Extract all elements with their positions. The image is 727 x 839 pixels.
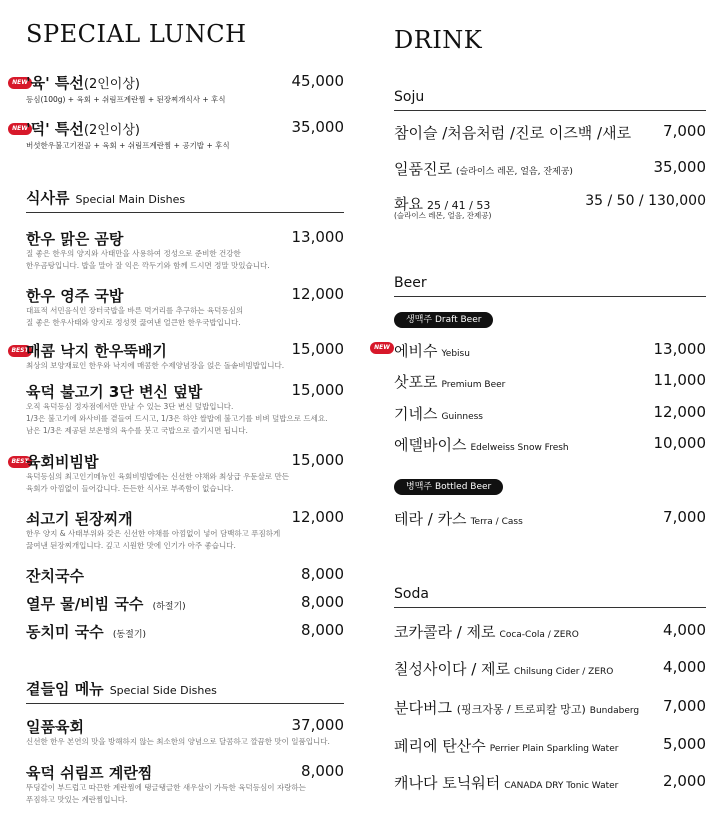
section-header-soju	[394, 86, 706, 105]
menu-item-deok-special	[26, 118, 344, 154]
item-price: 7,000	[663, 697, 706, 715]
item-name: '육' 특선	[26, 74, 84, 92]
item-price: 2,000	[663, 772, 706, 790]
section-divider	[394, 607, 706, 608]
new-badge: NEW	[8, 77, 32, 89]
drink-item	[394, 434, 706, 456]
item-name: 육덕 쉬림프 계란찜	[26, 764, 153, 782]
item-name: 한우 영주 국밥	[26, 287, 124, 305]
item-en: Bundaberg	[589, 706, 640, 716]
right-column	[374, 0, 706, 839]
item-name: 매콤 낙지 한우뚝배기	[26, 342, 167, 360]
item-desc: 끓여낸 된장찌개입니다. 깊고 시원한 맛에 인기가 아주 좋습니다.	[26, 541, 236, 550]
section-title: Soju	[394, 89, 425, 105]
item-name: 칠성사이다 / 제로	[394, 660, 511, 678]
drink-item	[394, 371, 706, 393]
item-price: 35,000	[291, 118, 344, 136]
best-badge: BEST	[8, 456, 32, 468]
item-price: 15,000	[291, 451, 344, 469]
item-price: 4,000	[663, 658, 706, 676]
item-price: 13,000	[653, 340, 706, 358]
drink-item	[394, 658, 706, 680]
item-price: 5,000	[663, 735, 706, 753]
item-name: 코카콜라 / 제로	[394, 623, 496, 641]
item-sub: (2인이상)	[83, 123, 140, 138]
section-title-en: Special Side Dishes	[109, 684, 217, 697]
item-name: 페리에 탄산수	[394, 737, 486, 755]
drink-item	[394, 193, 706, 225]
new-badge: NEW	[370, 342, 394, 354]
item-en: Edelweiss Snow Fresh	[470, 443, 569, 453]
section-title-ko: 곁들임 메뉴	[26, 680, 104, 698]
item-name: 한우 맑은 곰탕	[26, 230, 124, 248]
menu-item	[26, 621, 344, 641]
menu-item	[26, 716, 344, 752]
drink-item	[394, 508, 706, 530]
item-price: 12,000	[291, 508, 344, 526]
menu-item	[26, 340, 344, 376]
drink-item	[394, 621, 706, 643]
item-desc: 육덕등심의 최고인기메뉴인 육회비빔밥에는 신선한 야채와 최상급 우둔살로 만든	[26, 472, 290, 481]
new-badge: NEW	[8, 123, 32, 135]
item-flavor: (핑크자몽 / 트로피칼 망고)	[456, 703, 586, 716]
item-name: 열무 물/비빔 국수	[26, 595, 144, 613]
item-name: 기네스	[394, 405, 438, 423]
menu-item	[26, 451, 344, 499]
menu-item	[26, 762, 344, 810]
item-name: 에델바이스	[394, 436, 467, 454]
section-divider	[26, 212, 344, 213]
item-name: 참이슬 /처음처럼 /진로 이즈백 /새로	[394, 124, 632, 142]
item-en: Chilsung Cider / ZERO	[514, 667, 614, 677]
item-price: 8,000	[301, 762, 344, 780]
item-price: 11,000	[653, 371, 706, 389]
item-desc: 한우 양지 & 사태부위와 갖은 신선한 야채를 아낌없이 넣어 담백하고 푸짐하게	[26, 529, 281, 538]
item-name: 테라 / 카스	[394, 510, 467, 528]
item-price: 8,000	[301, 621, 344, 639]
drink-item	[394, 697, 706, 719]
item-season: (동절기)	[112, 630, 147, 640]
section-divider	[26, 703, 344, 704]
item-name: 육덕 불고기 3단 변신 덮밥	[26, 383, 203, 401]
item-desc: 대표적 서민음식인 장터국밥을 바른 먹거리를 추구하는 육덕등심의	[26, 306, 244, 315]
item-name: 에비수	[394, 342, 438, 360]
section-divider	[394, 110, 706, 111]
item-season: (하절기)	[152, 602, 186, 612]
item-en: Yebisu	[441, 349, 470, 359]
menu-item-yuk-special	[26, 72, 344, 108]
item-name: '덕' 특선	[26, 120, 84, 138]
item-desc: 등심(100g) + 육회 + 쉬림프계란찜 + 된장찌개식사 + 후식	[26, 95, 226, 104]
section-title-en: Special Main Dishes	[75, 193, 186, 206]
item-price: 12,000	[291, 285, 344, 303]
item-name: 잔치국수	[26, 567, 84, 585]
item-desc: 질 좋은 한우의 양지와 사태만을 사용하여 정성으로 준비한 건강한	[26, 249, 241, 258]
drink-item	[394, 735, 706, 757]
item-en: Coca-Cola / ZERO	[499, 630, 579, 640]
drink-item	[394, 122, 706, 144]
item-desc: 최상의 보양재료인 한우와 낙지에 매콤한 수제양념장을 얹은 돌솥비빔밥입니다.	[26, 361, 285, 370]
item-en: Perrier Plain Sparkling Water	[489, 744, 619, 754]
item-name: 삿포로	[394, 373, 438, 391]
section-header-side	[26, 678, 344, 699]
section-header-main	[26, 187, 344, 208]
item-price: 7,000	[663, 508, 706, 526]
menu-item	[26, 508, 344, 556]
menu-item	[26, 593, 344, 613]
item-name: 캐나다 토닉워터	[394, 774, 501, 792]
item-desc: (슬라이스 레몬, 얼음, 잔제공)	[394, 211, 492, 220]
item-price: 4,000	[663, 621, 706, 639]
section-header-soda	[394, 583, 706, 602]
menu-item	[26, 565, 344, 585]
drink-title: DRINK	[394, 26, 483, 54]
item-desc: 신선한 한우 본연의 맛을 방해하지 않는 최소한의 양념으로 달콤하고 깔끔한 맛이 일품입니다.	[26, 737, 330, 746]
item-price: 8,000	[301, 565, 344, 583]
item-price: 7,000	[663, 122, 706, 140]
drink-item	[394, 403, 706, 425]
item-name: 동치미 국수	[26, 623, 104, 641]
item-price: 13,000	[291, 228, 344, 246]
item-name: 화요	[394, 195, 423, 213]
item-en: Premium Beer	[441, 380, 506, 390]
section-title: Beer	[394, 275, 427, 291]
item-desc: 한우곰탕입니다. 밥을 말아 잘 익은 깍두기와 함께 드시면 정말 맛있습니다.	[26, 261, 270, 270]
item-price: 35,000	[653, 158, 706, 176]
item-desc: 버섯한우불고기전골 + 육회 + 쉬림프계란찜 + 공기밥 + 후식	[26, 141, 230, 150]
item-desc: 1/3은 불고기에 와사비를 곁들여 드시고, 1/3은 하얀 쌀밥에 불고기를 비벼 덮밥으로 드세요.	[26, 414, 328, 423]
item-en: Terra / Cass	[470, 517, 523, 527]
menu-item	[26, 285, 344, 333]
item-price: 37,000	[291, 716, 344, 734]
item-name: 쇠고기 된장찌개	[26, 510, 133, 528]
section-header-beer	[394, 272, 706, 291]
item-desc: 푸짐하고 맛있는 계란찜입니다.	[26, 795, 128, 804]
item-desc: 뚜딩같이 부드럽고 따끈한 계란찜에 탱글탱글한 새우살이 가득한 육덕등심이 자랑하는	[26, 783, 306, 792]
item-price: 15,000	[291, 381, 344, 399]
item-name: 일품육회	[26, 718, 84, 736]
item-sub: (2인이상)	[83, 77, 140, 92]
item-price: 8,000	[301, 593, 344, 611]
special-lunch-title: SPECIAL LUNCH	[26, 20, 247, 48]
item-price: 35 / 50 / 130,000	[585, 193, 706, 209]
bottled-beer-label: 병맥주 Bottled Beer	[394, 479, 503, 495]
item-price: 45,000	[291, 72, 344, 90]
drink-item	[394, 158, 706, 180]
menu-item	[26, 381, 344, 441]
draft-beer-label: 생맥주 Draft Beer	[394, 312, 493, 328]
best-badge: BEST	[8, 345, 32, 357]
section-title: Soda	[394, 586, 429, 602]
item-en: Guinness	[441, 412, 483, 422]
drink-item	[394, 772, 706, 794]
item-price: 12,000	[653, 403, 706, 421]
item-note: (슬라이스 레몬, 얼음, 잔제공)	[455, 167, 573, 177]
section-title-ko: 식사류	[26, 189, 70, 207]
drink-item	[394, 340, 706, 362]
menu-item	[26, 228, 344, 276]
item-name: 육회비빔밥	[26, 453, 99, 471]
item-desc: 질 좋은 한우사태와 양지로 정성껏 끓여낸 얼큰한 한우국밥입니다.	[26, 318, 241, 327]
item-note: 25 / 41 / 53	[426, 199, 491, 212]
item-price: 10,000	[653, 434, 706, 452]
item-en: CANADA DRY Tonic Water	[504, 781, 619, 791]
item-desc: 오직 육덕등심 정자점에서만 만날 수 있는 3단 변신 덮밥입니다.	[26, 402, 234, 411]
item-price: 15,000	[291, 340, 344, 358]
section-divider	[394, 296, 706, 297]
item-name: 분다버그	[394, 699, 452, 717]
item-name: 일품진로	[394, 160, 452, 178]
item-desc: 육회가 아낌없이 들어갑니다. 든든한 식사로 부족함이 없습니다.	[26, 484, 234, 493]
left-column	[11, 0, 344, 839]
item-desc: 남은 1/3은 제공된 보온병의 육수를 붓고 국밥으로 즐기시면 됩니다.	[26, 426, 248, 435]
